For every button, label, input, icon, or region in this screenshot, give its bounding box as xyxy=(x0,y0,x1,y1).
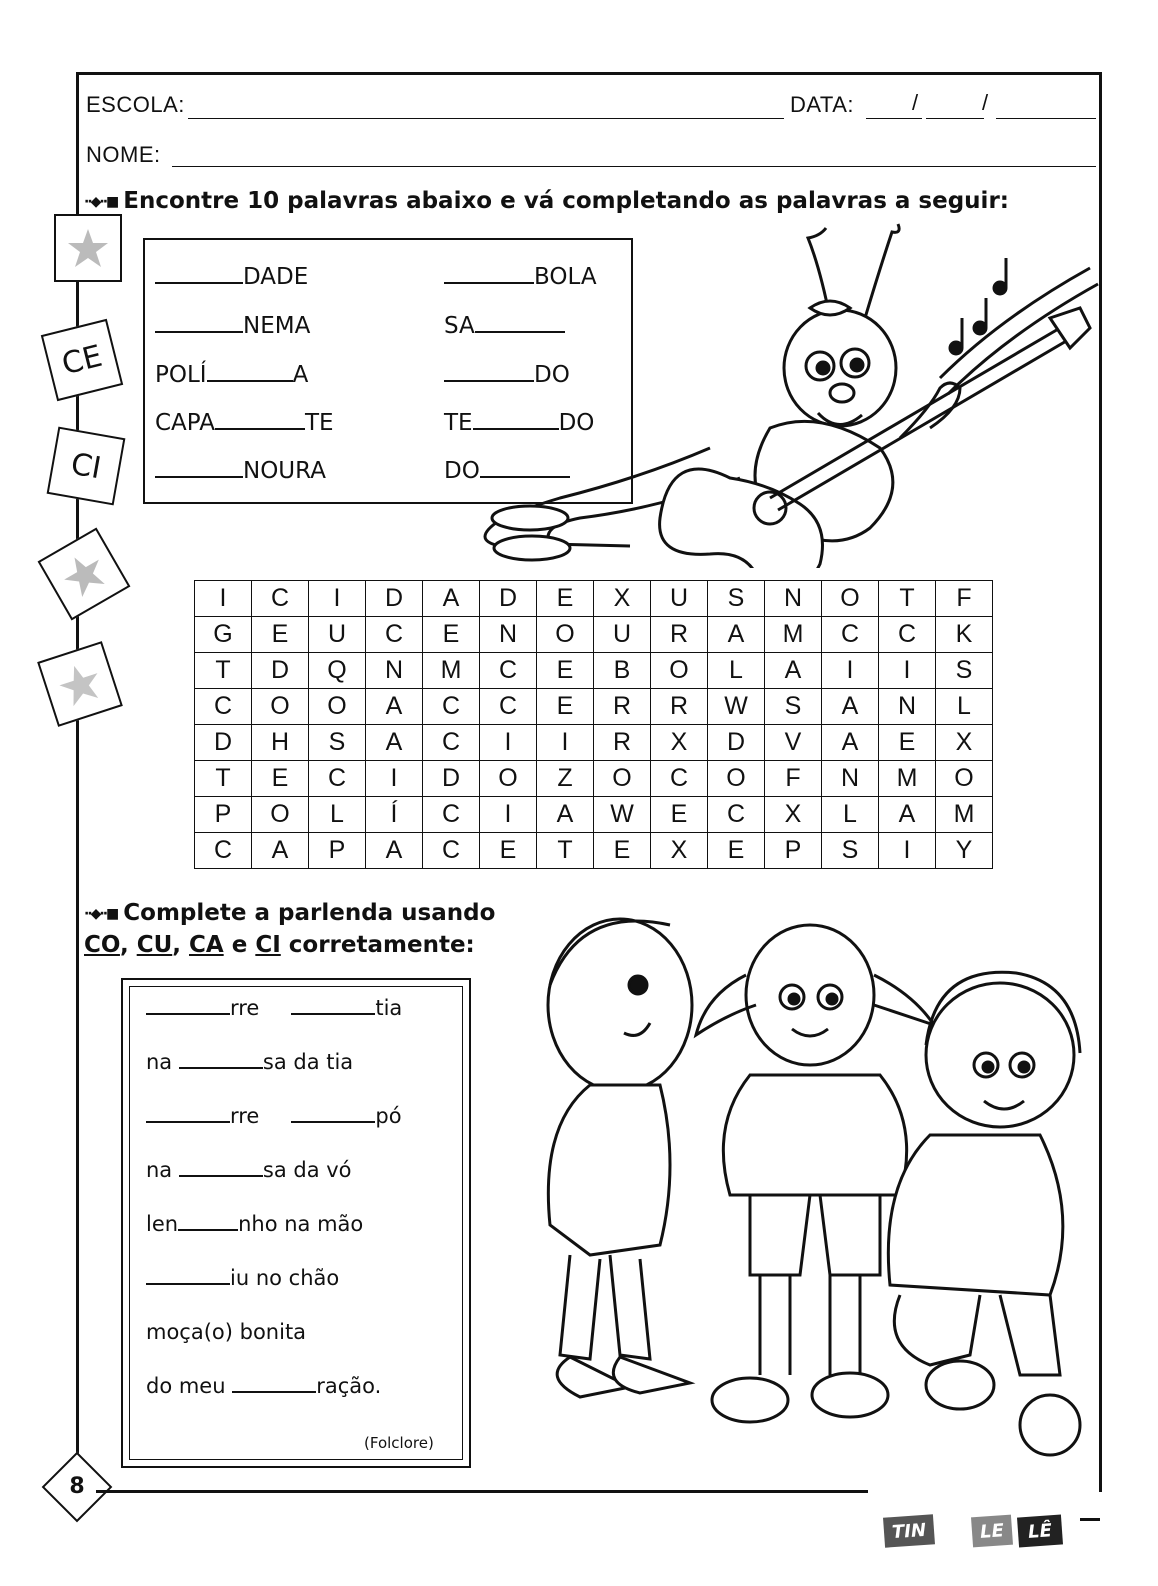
grid-cell[interactable]: I xyxy=(822,653,879,689)
blank-field[interactable] xyxy=(179,1067,263,1069)
grid-cell[interactable]: W xyxy=(708,689,765,725)
grid-cell[interactable]: N xyxy=(879,689,936,725)
grid-cell[interactable]: E xyxy=(594,833,651,869)
instruction-2-text: Complete a parlenda usando xyxy=(123,900,496,926)
grid-cell[interactable]: X xyxy=(594,581,651,617)
grid-cell[interactable]: A xyxy=(879,797,936,833)
instruction-2-syllables: CO, CU, CA e CI corretamente: xyxy=(84,932,475,958)
grid-cell[interactable]: R xyxy=(651,689,708,725)
grid-row xyxy=(195,725,993,761)
grid-cell[interactable]: D xyxy=(252,653,309,689)
grid-cell[interactable]: X xyxy=(651,833,708,869)
grid-cell[interactable]: U xyxy=(651,581,708,617)
grid-cell[interactable]: R xyxy=(594,725,651,761)
date-year-field[interactable] xyxy=(996,118,1096,119)
date-day-field[interactable] xyxy=(866,118,922,119)
grid-cell[interactable]: I xyxy=(309,581,366,617)
grid-cell[interactable]: U xyxy=(309,617,366,653)
grid-cell[interactable]: V xyxy=(765,725,822,761)
parlenda-line: len nho na mão xyxy=(146,1212,364,1236)
grid-row xyxy=(195,581,993,617)
blank-field[interactable] xyxy=(232,1391,316,1393)
grid-cell[interactable]: C xyxy=(423,689,480,725)
bullet-icon: ··◆··■ xyxy=(84,905,118,922)
word-item: CAPA TE xyxy=(155,410,334,436)
star-icon xyxy=(66,226,110,270)
grid-cell[interactable]: P xyxy=(195,797,252,833)
grid-cell[interactable]: C xyxy=(423,797,480,833)
word-item: TE DO xyxy=(444,410,595,436)
blank-field[interactable] xyxy=(155,282,243,284)
grid-cell[interactable]: T xyxy=(879,581,936,617)
grid-cell[interactable]: T xyxy=(195,761,252,797)
grid-cell[interactable]: L xyxy=(822,797,879,833)
grid-cell[interactable]: O xyxy=(936,761,993,797)
blank-field[interactable] xyxy=(155,331,243,333)
blank-field[interactable] xyxy=(146,1283,230,1285)
grid-cell[interactable]: U xyxy=(594,617,651,653)
instruction-2 xyxy=(84,900,495,926)
grid-cell[interactable]: C xyxy=(309,761,366,797)
bottom-rule xyxy=(96,1490,868,1493)
grid-cell[interactable]: Y xyxy=(936,833,993,869)
grid-cell[interactable]: S xyxy=(936,653,993,689)
grid-cell[interactable]: A xyxy=(366,833,423,869)
grid-cell[interactable]: E xyxy=(537,689,594,725)
grid-cell[interactable]: S xyxy=(708,581,765,617)
grid-cell[interactable]: L xyxy=(936,689,993,725)
grid-cell[interactable]: R xyxy=(651,617,708,653)
grid-cell[interactable]: M xyxy=(423,653,480,689)
grid-cell[interactable]: K xyxy=(936,617,993,653)
blank-field[interactable] xyxy=(155,476,243,478)
parlenda-line: iu no chão xyxy=(146,1266,339,1290)
grid-cell[interactable]: I xyxy=(879,653,936,689)
grid-cell[interactable]: I xyxy=(366,761,423,797)
grid-cell[interactable]: O xyxy=(309,689,366,725)
grid-cell[interactable]: C xyxy=(651,761,708,797)
grid-cell[interactable]: A xyxy=(366,689,423,725)
grid-cell[interactable]: O xyxy=(252,689,309,725)
word-item: SA xyxy=(444,313,565,339)
brand-logo-tin: TIN xyxy=(883,1514,935,1547)
grid-cell[interactable]: D xyxy=(480,581,537,617)
grid-cell[interactable]: C xyxy=(423,833,480,869)
instruction-1-text: Encontre 10 palavras abaixo e vá completando as palavras a seguir: xyxy=(123,188,1009,214)
grid-cell[interactable]: C xyxy=(366,617,423,653)
grid-cell[interactable]: T xyxy=(537,833,594,869)
grid-cell[interactable]: E xyxy=(708,833,765,869)
grid-cell[interactable]: C xyxy=(252,581,309,617)
source-credit: (Folclore) xyxy=(364,1434,434,1452)
grid-cell[interactable]: C xyxy=(879,617,936,653)
grid-cell[interactable]: S xyxy=(765,689,822,725)
grid-cell[interactable]: D xyxy=(195,725,252,761)
grid-cell[interactable]: A xyxy=(822,689,879,725)
grid-cell[interactable]: C xyxy=(195,689,252,725)
grid-cell[interactable]: D xyxy=(708,725,765,761)
bottom-rule-right xyxy=(1080,1518,1100,1521)
grid-cell[interactable]: T xyxy=(195,653,252,689)
grid-cell[interactable]: N xyxy=(480,617,537,653)
children-illustration xyxy=(530,905,1090,1475)
grid-cell[interactable]: R xyxy=(594,689,651,725)
grid-cell[interactable]: A xyxy=(366,725,423,761)
grid-cell[interactable]: P xyxy=(309,833,366,869)
grid-cell[interactable]: C xyxy=(195,833,252,869)
grid-cell[interactable]: A xyxy=(708,617,765,653)
grid-cell[interactable]: N xyxy=(765,581,822,617)
grid-cell[interactable]: I xyxy=(195,581,252,617)
grid-cell[interactable]: N xyxy=(822,761,879,797)
grid-cell[interactable]: E xyxy=(252,617,309,653)
grid-row xyxy=(195,797,993,833)
grid-cell[interactable]: Z xyxy=(537,761,594,797)
grid-cell[interactable]: B xyxy=(594,653,651,689)
blank-field[interactable] xyxy=(291,1121,375,1123)
page-number: 8 xyxy=(42,1452,113,1523)
grid-cell[interactable]: O xyxy=(537,617,594,653)
grid-cell[interactable]: A xyxy=(423,581,480,617)
grid-cell[interactable]: N xyxy=(366,653,423,689)
grid-cell[interactable]: E xyxy=(423,617,480,653)
school-field[interactable] xyxy=(188,118,784,119)
star-icon xyxy=(54,544,114,604)
blank-field[interactable] xyxy=(146,1121,230,1123)
blank-field[interactable] xyxy=(179,1175,263,1177)
grid-cell[interactable]: O xyxy=(822,581,879,617)
grid-cell[interactable]: M xyxy=(765,617,822,653)
grid-cell[interactable]: X xyxy=(936,725,993,761)
grid-cell[interactable]: L xyxy=(309,797,366,833)
grid-cell[interactable]: A xyxy=(765,653,822,689)
word-item: NOURA xyxy=(155,458,326,484)
blank-field[interactable] xyxy=(291,1013,375,1015)
grid-cell[interactable]: O xyxy=(651,653,708,689)
grid-cell[interactable]: O xyxy=(594,761,651,797)
grid-cell[interactable]: E xyxy=(651,797,708,833)
grid-cell[interactable]: I xyxy=(480,725,537,761)
grid-cell[interactable]: O xyxy=(480,761,537,797)
school-label: ESCOLA: xyxy=(86,92,185,117)
bullet-icon: ··◆··■ xyxy=(84,193,118,210)
grid-cell[interactable]: O xyxy=(708,761,765,797)
brand-logo-le: LE xyxy=(971,1515,1013,1548)
grid-cell[interactable]: S xyxy=(822,833,879,869)
grid-cell[interactable]: E xyxy=(480,833,537,869)
parlenda-line: moça(o) bonita xyxy=(146,1320,307,1344)
ant-guitar-illustration xyxy=(470,218,1100,568)
blank-field[interactable] xyxy=(178,1229,238,1231)
grid-cell[interactable]: I xyxy=(480,797,537,833)
parlenda-line: rre tia xyxy=(146,996,402,1020)
word-search-grid xyxy=(194,580,993,869)
date-separator: / xyxy=(982,90,989,115)
blank-field[interactable] xyxy=(215,428,305,430)
parlenda-line: na sa da vó xyxy=(146,1158,352,1182)
star-icon xyxy=(52,656,107,711)
grid-cell[interactable]: D xyxy=(366,581,423,617)
grid-cell[interactable]: D xyxy=(423,761,480,797)
word-item: BOLA xyxy=(444,264,597,290)
grid-cell[interactable]: P xyxy=(765,833,822,869)
grid-row xyxy=(195,653,993,689)
grid-cell[interactable]: H xyxy=(252,725,309,761)
word-item: DO xyxy=(444,458,570,484)
blank-field[interactable] xyxy=(146,1013,230,1015)
grid-cell[interactable]: A xyxy=(252,833,309,869)
grid-cell[interactable]: E xyxy=(537,653,594,689)
grid-cell[interactable]: Q xyxy=(309,653,366,689)
grid-cell[interactable]: I xyxy=(879,833,936,869)
date-separator: / xyxy=(912,90,919,115)
word-item: POLÍ A xyxy=(155,362,309,388)
grid-cell[interactable]: X xyxy=(651,725,708,761)
grid-cell[interactable]: C xyxy=(480,689,537,725)
grid-cell[interactable]: A xyxy=(822,725,879,761)
brand-logo-le-accent: LÊ xyxy=(1017,1515,1063,1548)
grid-cell[interactable]: S xyxy=(309,725,366,761)
grid-cell[interactable]: C xyxy=(423,725,480,761)
grid-row xyxy=(195,761,993,797)
grid-cell[interactable]: M xyxy=(879,761,936,797)
grid-cell[interactable]: A xyxy=(537,797,594,833)
star-card xyxy=(54,214,122,282)
parlenda-line: na sa da tia xyxy=(146,1050,354,1074)
grid-cell[interactable]: C xyxy=(822,617,879,653)
grid-row xyxy=(195,617,993,653)
grid-cell[interactable]: I xyxy=(537,725,594,761)
parlenda-line: do meu ração. xyxy=(146,1374,382,1398)
date-label: DATA: xyxy=(790,92,855,117)
word-item: DADE xyxy=(155,264,308,290)
date-month-field[interactable] xyxy=(926,118,984,119)
word-item: DO xyxy=(444,362,570,388)
blank-field[interactable] xyxy=(207,380,293,382)
grid-cell[interactable]: X xyxy=(765,797,822,833)
grid-cell[interactable]: L xyxy=(708,653,765,689)
word-item: NEMA xyxy=(155,313,310,339)
syllable-card-ce: CE xyxy=(41,319,123,401)
grid-cell[interactable]: W xyxy=(594,797,651,833)
grid-cell[interactable]: Í xyxy=(366,797,423,833)
syllable-card-ci: CI xyxy=(47,427,126,506)
name-field[interactable] xyxy=(172,166,1096,167)
grid-cell[interactable]: E xyxy=(537,581,594,617)
grid-row xyxy=(195,833,993,869)
name-label: NOME: xyxy=(86,142,161,167)
grid-cell[interactable]: O xyxy=(252,797,309,833)
grid-row xyxy=(195,689,993,725)
grid-cell[interactable]: C xyxy=(480,653,537,689)
instruction-1 xyxy=(84,188,1009,214)
parlenda-line: rre pó xyxy=(146,1104,402,1128)
grid-cell[interactable]: F xyxy=(765,761,822,797)
grid-cell[interactable]: E xyxy=(879,725,936,761)
grid-cell[interactable]: C xyxy=(708,797,765,833)
grid-cell[interactable]: M xyxy=(936,797,993,833)
grid-cell[interactable]: G xyxy=(195,617,252,653)
grid-cell[interactable]: F xyxy=(936,581,993,617)
grid-cell[interactable]: E xyxy=(252,761,309,797)
